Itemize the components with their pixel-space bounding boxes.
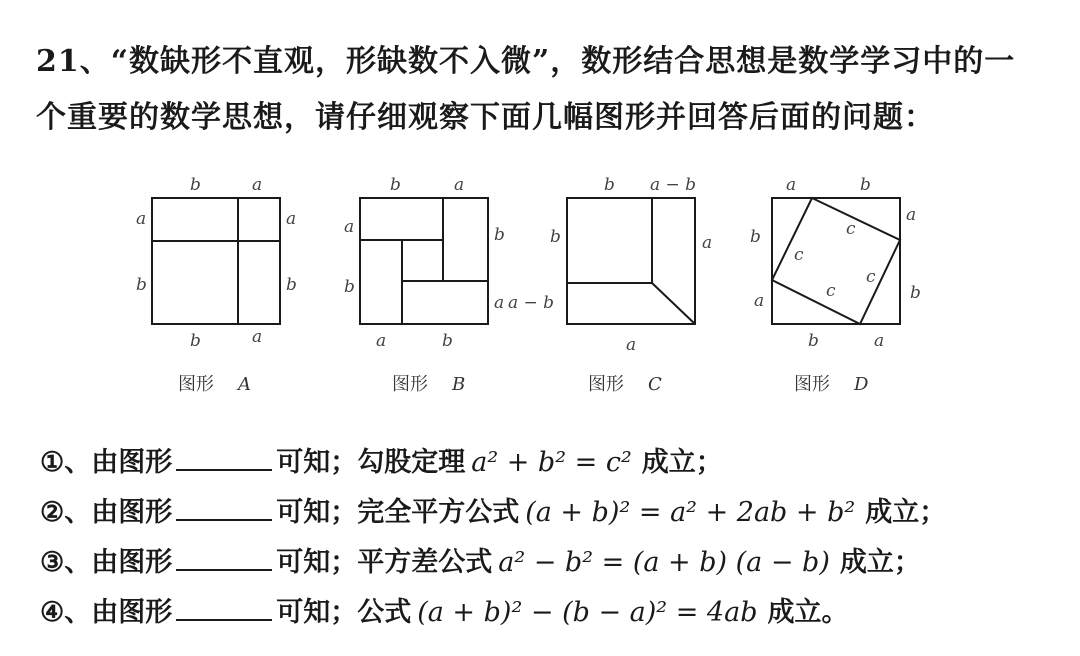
figure-d-label-c-left: c	[794, 245, 804, 265]
figure-a-label-top-b: b	[190, 175, 201, 195]
figure-b-caption-var: B	[452, 374, 466, 395]
figure-a-label-left-a: a	[136, 209, 147, 229]
figure-a-label-right-a: a	[286, 209, 297, 229]
figure-d-caption: 图形	[794, 374, 830, 395]
figure-c-label-bottom-a: a	[626, 335, 637, 355]
statement-1-number: ①	[40, 447, 65, 478]
figure-c-label-right-a: a	[702, 233, 713, 253]
statement-3-prefix: 、由图形	[64, 547, 173, 578]
figure-b-label-top-b: b	[390, 175, 401, 195]
figure-b-label-bottom-a: a	[376, 331, 387, 351]
statement-1-text: 可知；勾股定理	[276, 447, 466, 478]
figure-d-square	[772, 198, 900, 324]
statement-1-prefix: 、由图形	[64, 447, 173, 478]
statement-4-prefix: 、由图形	[64, 597, 173, 628]
figure-c	[567, 198, 695, 324]
figure-a-label-left-b: b	[136, 275, 147, 295]
statement-3-suffix: 成立；	[839, 547, 921, 578]
statement-3-answer-blank[interactable]	[176, 547, 272, 571]
statement-4-suffix: 成立。	[767, 597, 849, 628]
figure-a-caption-var: A	[238, 374, 251, 395]
figure-b-label-right-b: b	[494, 225, 505, 245]
figure-b-label-right-a: a	[494, 293, 505, 313]
figure-d-label-c-right: c	[866, 267, 876, 287]
figure-b-caption: 图形	[392, 374, 428, 395]
figure-d-label-c-bottom: c	[826, 281, 836, 301]
figure-d-label-left-a: a	[754, 291, 765, 311]
figure-c-caption-var: C	[648, 374, 662, 395]
figure-d-label-c-top: c	[846, 219, 856, 239]
figure-b-label-top-a: a	[454, 175, 465, 195]
question-line-1: 21、“数缺形不直观，形缺数不入微”，数形结合思想是数学学习中的一	[36, 44, 1016, 79]
statement-2-number: ②	[40, 497, 65, 528]
figure-d-inner-square	[772, 198, 900, 324]
figure-c-label-left-b: b	[550, 227, 561, 247]
statement-1-suffix: 成立；	[641, 447, 723, 478]
statement-4-number: ④	[40, 597, 65, 628]
statement-1	[40, 440, 723, 479]
statement-2-suffix: 成立；	[865, 497, 947, 528]
figure-c-label-top-a-minus-b: a − b	[650, 175, 697, 195]
figure-a-label-bottom-b: b	[190, 331, 201, 351]
statement-3-formula: a² − b² = (a + b) (a − b)	[498, 547, 830, 578]
figure-c-diagonal	[652, 283, 695, 324]
figure-a-caption: 图形	[178, 374, 214, 395]
figure-d-label-left-b: b	[750, 227, 761, 247]
statement-4-answer-blank[interactable]	[176, 597, 272, 621]
figure-c-label-top-b: b	[604, 175, 615, 195]
figure-d	[772, 198, 900, 324]
figure-b-label-left-a: a	[344, 217, 355, 237]
statement-3	[40, 540, 921, 579]
statement-4-formula: (a + b)² − (b − a)² = 4ab	[417, 597, 758, 628]
figure-d-label-right-a: a	[906, 205, 917, 225]
statement-2-answer-blank[interactable]	[176, 497, 272, 521]
figure-b	[360, 198, 488, 324]
statement-4-text: 可知；公式	[276, 597, 412, 628]
figure-d-label-top-a: a	[786, 175, 797, 195]
statement-2-text: 可知；完全平方公式	[276, 497, 520, 528]
statement-4	[40, 590, 848, 629]
figure-b-label-bottom-b: b	[442, 331, 453, 351]
figure-d-label-bottom-a: a	[874, 331, 885, 351]
statement-2-formula: (a + b)² = a² + 2ab + b²	[525, 497, 856, 528]
figure-c-caption: 图形	[588, 374, 624, 395]
question-line-2: 个重要的数学思想，请仔细观察下面几幅图形并回答后面的问题：	[36, 100, 935, 135]
statement-2	[40, 490, 946, 529]
statement-1-answer-blank[interactable]	[176, 447, 272, 471]
figure-b-square	[360, 198, 488, 324]
figure-d-caption-var: D	[854, 374, 869, 395]
figure-a-label-bottom-a: a	[252, 327, 263, 347]
figure-b-label-left-b: b	[344, 277, 355, 297]
statement-3-number: ③	[40, 547, 65, 578]
figure-d-label-right-b: b	[910, 283, 921, 303]
figures-panel	[0, 168, 1080, 408]
statement-2-prefix: 、由图形	[64, 497, 173, 528]
figure-a	[152, 198, 280, 324]
figure-a-square	[152, 198, 280, 324]
figure-d-label-top-b: b	[860, 175, 871, 195]
figure-a-label-right-b: b	[286, 275, 297, 295]
figure-a-label-top-a: a	[252, 175, 263, 195]
statement-3-text: 可知；平方差公式	[276, 547, 493, 578]
figure-d-label-bottom-b: b	[808, 331, 819, 351]
statement-1-formula: a² + b² = c²	[471, 447, 632, 478]
figure-b-label-a-minus-b: a − b	[508, 293, 555, 313]
